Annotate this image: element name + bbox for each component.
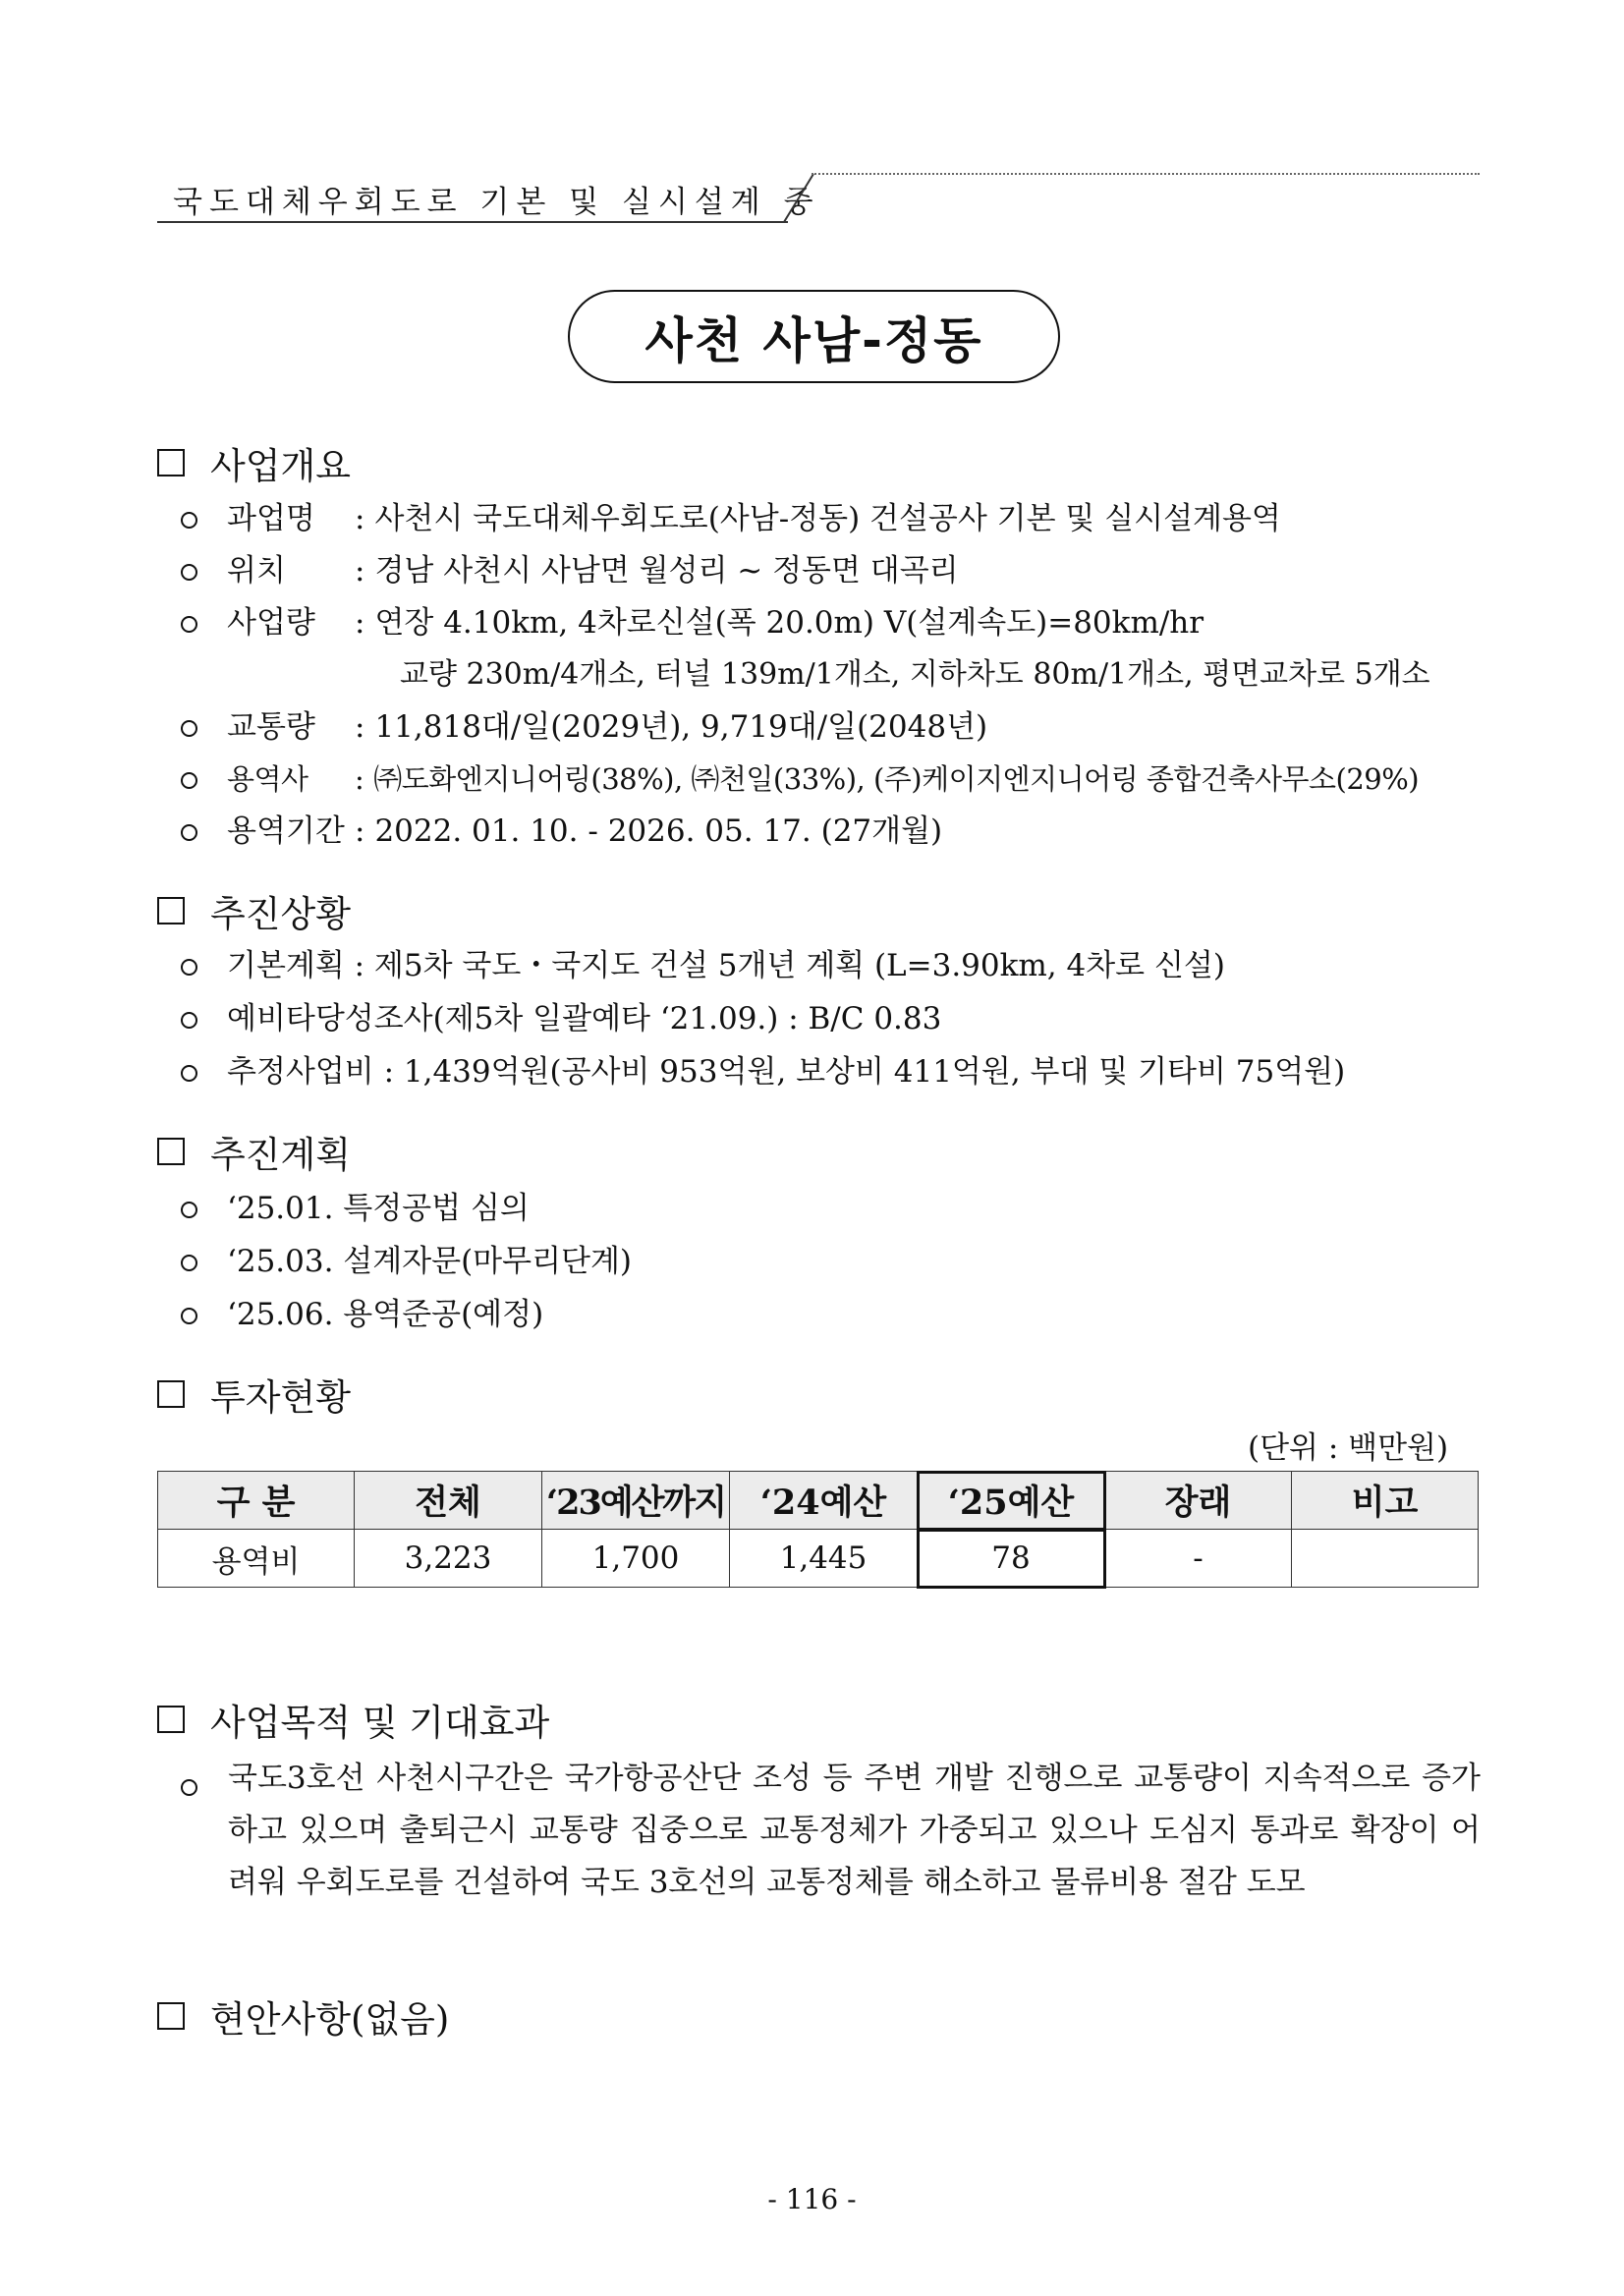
- progress-item: 예비타당성조사(제5차 일괄예타 ‘21.09.) : B/C 0.83: [181, 999, 941, 1038]
- overview-item: 교통량 : 11,818대/일(2029년), 9,719대/일(2048년): [181, 707, 987, 747]
- overview-item: 위치 : 경남 사천시 사남면 월성리 ~ 정동면 대곡리: [181, 551, 959, 590]
- section-progress-heading: 추진상황: [157, 884, 351, 937]
- column-header: 비고: [1292, 1472, 1479, 1530]
- page-title-box: [568, 290, 1060, 383]
- table-row: [158, 1530, 1479, 1588]
- column-header: 장래: [1105, 1472, 1292, 1530]
- overview-item: 용역사 : ㈜도화엔지니어링(38%), ㈜천일(33%), (주)케이지엔지니어링 종합건축사무소(29%): [181, 759, 1419, 799]
- plan-item: ‘25.06. 용역준공(예정): [181, 1295, 543, 1334]
- circle-bullet-icon: [181, 616, 197, 633]
- column-header: 구 분: [158, 1472, 355, 1530]
- table-unit-note: (단위 : 백만원): [1248, 1430, 1449, 1466]
- checkbox-square-icon: [157, 1706, 185, 1733]
- overview-item: 용역기간 : 2022. 01. 10. - 2026. 05. 17. (27개월): [181, 812, 942, 851]
- column-header: ‘24예산: [730, 1472, 918, 1530]
- progress-item: 기본계획 : 제5차 국도・국지도 건설 5개년 계획 (L=3.90km, 4차로 신설): [181, 946, 1225, 985]
- circle-bullet-icon: [181, 1308, 197, 1324]
- header-dotted-rule: [812, 173, 1480, 175]
- page-title: 사천 사남-정동: [644, 311, 983, 369]
- circle-bullet-icon: [181, 1779, 197, 1796]
- progress-item: 추정사업비 : 1,439억원(공사비 953억원, 보상비 411억원, 부대 및 기타비 75억원): [181, 1052, 1345, 1092]
- circle-bullet-icon: [181, 720, 197, 737]
- section-issues-heading: 현안사항(없음): [157, 1989, 449, 2043]
- plan-item: ‘25.01. 특정공법 심의: [181, 1189, 530, 1228]
- circle-bullet-icon: [181, 959, 197, 976]
- overview-item: 과업명 : 사천시 국도대체우회도로(사남-정동) 건설공사 기본 및 실시설계용역: [181, 499, 1281, 538]
- circle-bullet-icon: [181, 772, 197, 789]
- section-purpose-heading: 사업목적 및 기대효과: [157, 1693, 549, 1746]
- circle-bullet-icon: [181, 1255, 197, 1271]
- header-rule: [157, 221, 788, 223]
- purpose-paragraph: 국도3호선 사천시구간은 국가항공산단 조성 등 주변 개발 진행으로 교통량이 지속적으로 증가하고 있으며 출퇴근시 교통량 집중으로 교통정체가 가중되고 있으나 도심지 통과로 확장이 어려워 우회도로를 건설하여 국도 3호선의 교통정체를 해소하고 물류비용 절감 도모: [228, 1761, 1481, 1900]
- header-slash: [782, 173, 815, 224]
- checkbox-square-icon: [157, 2002, 185, 2030]
- column-header: ‘23예산까지: [542, 1472, 730, 1530]
- column-header-highlighted: ‘25예산: [918, 1472, 1105, 1530]
- page-number: - 116 -: [767, 2183, 857, 2215]
- table-cell: 용역비: [158, 1530, 355, 1588]
- circle-bullet-icon: [181, 824, 197, 841]
- checkbox-square-icon: [157, 449, 185, 476]
- table-cell: [1292, 1530, 1479, 1588]
- running-header: 국도대체우회도로 기본 및 실시설계 중: [173, 185, 820, 220]
- overview-item: 사업량 : 연장 4.10km, 4차로신설(폭 20.0m) V(설계속도)=80km/hr: [181, 603, 1204, 643]
- table-cell: -: [1105, 1530, 1292, 1588]
- column-header: 전체: [355, 1472, 542, 1530]
- section-investment-heading: 투자현황: [157, 1368, 351, 1421]
- checkbox-square-icon: [157, 1380, 185, 1408]
- table-cell: 1,445: [730, 1530, 918, 1588]
- circle-bullet-icon: [181, 512, 197, 529]
- checkbox-square-icon: [157, 1138, 185, 1165]
- circle-bullet-icon: [181, 564, 197, 581]
- section-plan-heading: 추진계획: [157, 1125, 351, 1178]
- investment-table: [157, 1471, 1479, 1588]
- table-header-row: [158, 1472, 1479, 1530]
- overview-scale-continuation: 교량 230m/4개소, 터널 139m/1개소, 지하차도 80m/1개소, 평면교차로 5개소: [400, 657, 1430, 692]
- section-overview-heading: 사업개요: [157, 436, 351, 489]
- plan-item: ‘25.03. 설계자문(마무리단계): [181, 1242, 632, 1281]
- table-cell-highlighted: 78: [918, 1530, 1105, 1588]
- circle-bullet-icon: [181, 1012, 197, 1029]
- table-cell: 3,223: [355, 1530, 542, 1588]
- checkbox-square-icon: [157, 897, 185, 924]
- circle-bullet-icon: [181, 1202, 197, 1218]
- circle-bullet-icon: [181, 1065, 197, 1082]
- table-cell: 1,700: [542, 1530, 730, 1588]
